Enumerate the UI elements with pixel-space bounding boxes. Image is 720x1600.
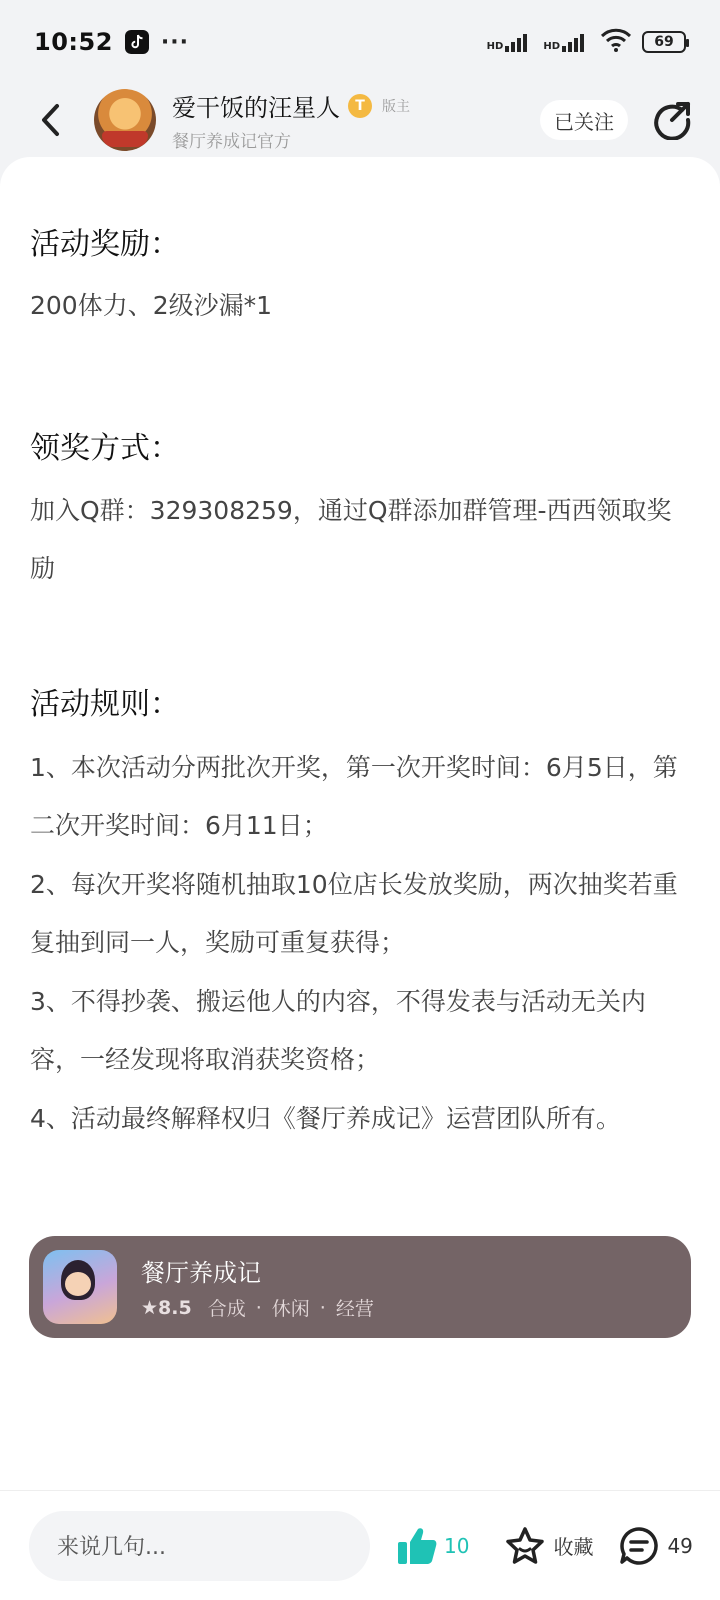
like-button[interactable] [396, 1526, 469, 1566]
battery-icon: 69 [642, 31, 686, 53]
star-icon [505, 1526, 545, 1566]
reward-title: 活动奖励： [30, 227, 180, 262]
reward-text: 200体力、2级沙漏*1 [30, 291, 273, 320]
share-button[interactable] [648, 96, 696, 144]
comment-count: 49 [667, 1533, 693, 1558]
thumbs-up-icon [396, 1526, 438, 1566]
game-tag: 经营 [335, 1298, 374, 1320]
like-count: 10 [444, 1533, 470, 1558]
level-badge-icon: T [348, 94, 372, 118]
bottom-action-bar [0, 1490, 720, 1600]
signal-icon: HD [487, 32, 534, 52]
game-tag: 休闲 [271, 1298, 310, 1320]
rules-title: 活动规则： [30, 687, 180, 722]
post-header [0, 84, 720, 156]
moderator-tag: 版主 [382, 98, 410, 115]
status-bar [0, 0, 720, 84]
game-meta [141, 1294, 374, 1321]
comment-input[interactable]: 来说几句... [29, 1511, 370, 1581]
tag-separator: · [319, 1296, 326, 1319]
signal-icon-2: HD [543, 32, 590, 52]
avatar[interactable] [94, 89, 156, 151]
rule-item-1: 1、本次活动分两批次开奖，第一次开奖时间：6月5日，第二次开奖时间：6月11日； [30, 753, 678, 840]
author-info [172, 88, 410, 152]
rule-item-4: 4、活动最终解释权归《餐厅养成记》运营团队所有。 [30, 1104, 621, 1133]
rule-item-3: 3、不得抄袭、搬运他人的内容，不得发表与活动无关内容，一经发现将取消获奖资格； [30, 987, 646, 1074]
status-time: 10:52 [34, 28, 113, 56]
tiktok-icon [125, 30, 149, 54]
game-card[interactable] [29, 1236, 691, 1338]
author-name[interactable]: 爱干饭的汪星人 [172, 94, 340, 122]
game-info [141, 1253, 374, 1321]
back-button[interactable] [20, 90, 80, 150]
chevron-left-icon [38, 102, 62, 138]
claim-text: 加入Q群：329308259，通过Q群添加群管理-西西领取奖励 [30, 496, 672, 583]
share-icon [652, 100, 692, 140]
author-subtitle: 餐厅养成记官方 [172, 132, 291, 152]
comment-button[interactable] [619, 1526, 692, 1566]
game-icon [43, 1250, 117, 1324]
tag-separator: · [255, 1296, 262, 1319]
follow-button[interactable]: 已关注 [540, 100, 628, 140]
game-name: 餐厅养成记 [141, 1259, 261, 1287]
notification-more-icon: ··· [160, 29, 189, 55]
rule-item-2: 2、每次开奖将随机抽取10位店长发放奖励，两次抽奖若重复抽到同一人，奖励可重复获得； [30, 870, 678, 957]
comment-bubble-icon [619, 1526, 659, 1566]
favorite-label: 收藏 [553, 1535, 594, 1559]
favorite-button[interactable] [505, 1526, 593, 1566]
claim-title: 领奖方式： [30, 431, 180, 466]
status-indicators [487, 28, 686, 56]
game-rating: ★8.5 [141, 1296, 192, 1319]
wifi-icon [600, 28, 632, 56]
game-tag: 合成 [207, 1298, 246, 1320]
